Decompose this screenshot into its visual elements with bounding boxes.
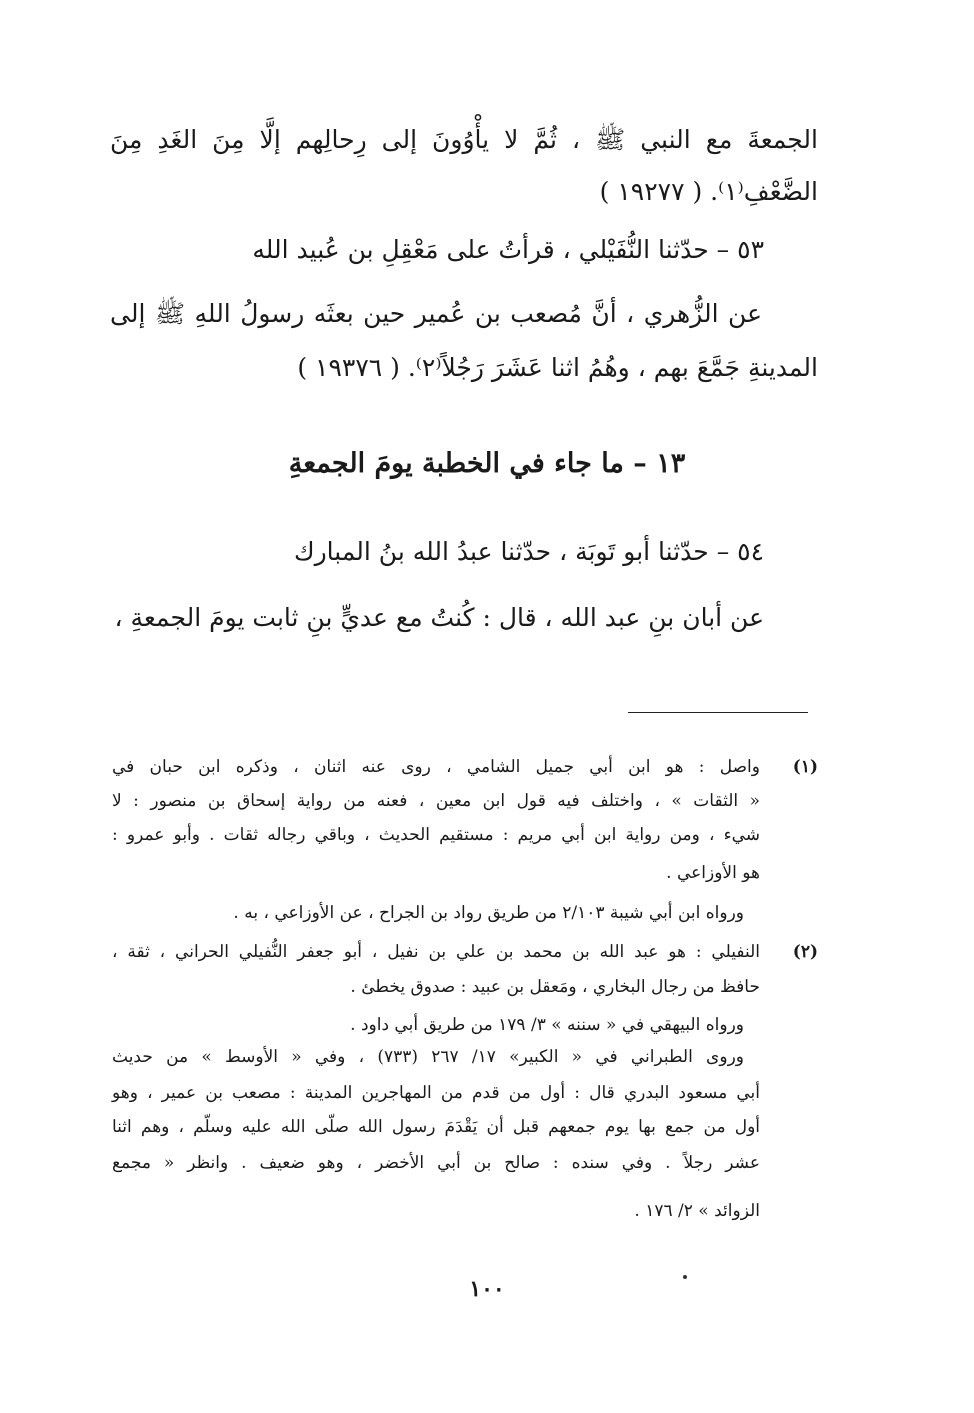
footnote-2-line-4: وروى الطبراني في « الكبير» ١٧/ ٢٦٧ (٧٣٣) ، وفي « الأوسط » من حديث [112,1047,744,1067]
chapter-heading: ١٣ – ما جاء في الخطبة يومَ الجمعةِ [288,448,686,479]
footnote-separator [628,712,808,713]
hadith-53-text-line-1: عن الزُّهري ، أنَّ مُصعب بن عُمير حين بعثَه رسولُ اللهِ ﷺ إلى [110,299,762,328]
footnote-1-line-2: « الثقات » ، واختلف فيه قول ابن معين ، فعنه من رواية إسحاق بن منصور : لا [112,791,760,811]
footnote-2-line-3: ورواه البيهقي في « سننه » ٣/ ١٧٩ من طريق أبي داود . [350,1015,744,1035]
main-text-line-2: الضَّعْفِ⁽١⁾. ( ١٩٢٧٧ ) [599,177,818,206]
footnote-1-line-1: واصل : هو ابن أبي جميل الشامي ، روى عنه اثنان ، وذكره ابن حبان في [112,757,760,777]
footnote-2-line-7: عشر رجلاً . وفي سنده : صالح بن أبي الأخضر ، وهو ضعيف . وانظر « مجمع [112,1153,760,1173]
footnote-1-line-5: ورواه ابن أبي شيبة ٢/١٠٣ من طريق رواد بن الجراح ، عن الأوزاعي ، به . [233,903,744,923]
page-number: ١٠٠ [469,1276,505,1302]
hadith-53-text-line-2: المدينةِ جَمَّعَ بهم ، وهُمُ اثنا عَشَرَ رَجُلاً⁽٢⁾. ( ١٩٣٧٦ ) [297,353,818,382]
footnote-2-line-2: حافظ من رجال البخاري ، ومَعقل بن عبيد : صدوق يخطئ . [350,977,760,997]
footnote-2-number: (٢) [792,942,818,962]
footnote-1-number: (١) [792,757,818,777]
footnote-2-line-1: النفيلي : هو عبد الله بن محمد بن علي بن نفيل ، أبو جعفر النُّفيلي الحراني ، ثقة ، [112,942,760,962]
hadith-54-text-line-1: عن أبان بنِ عبد الله ، قال : كُنتُ مع عديٍّ بنِ ثابت يومَ الجمعةِ ، [114,603,764,632]
footnote-2-line-5: أبي مسعود البدري قال : أول من قدم من المهاجرين المدينة : مصعب بن عمير ، وهو [112,1083,760,1103]
main-text-line-1: الجمعةَ مع النبي ﷺ ، ثُمَّ لا يأْوُونَ إلى رِحالِهم إلَّا مِنَ الغَدِ مِنَ [110,125,818,154]
footnote-1-line-3: شيء ، ومن رواية ابن أبي مريم : مستقيم الحديث ، وباقي رجاله ثقات . وأبو عمرو : [112,825,760,845]
footnote-1-line-4: هو الأوزاعي . [666,863,760,883]
hadith-53-isnad: ٥٣ – حدّثنا النُّفَيْلي ، قرأتُ على مَعْقِلِ بن عُبيد الله [252,235,764,264]
footnote-2-line-6: أول من جمع بها يوم جمعهم قبل أن يَقْدَمَ رسول الله صلّى الله عليه وسلّم ، وهم اثنا [112,1117,760,1137]
hadith-54-isnad: ٥٤ – حدّثنا أبو تَوبَة ، حدّثنا عبدُ الله بنُ المبارك [293,537,764,566]
footnote-2-line-8: الزوائد » ٢/ ١٧٦ . [634,1201,760,1221]
